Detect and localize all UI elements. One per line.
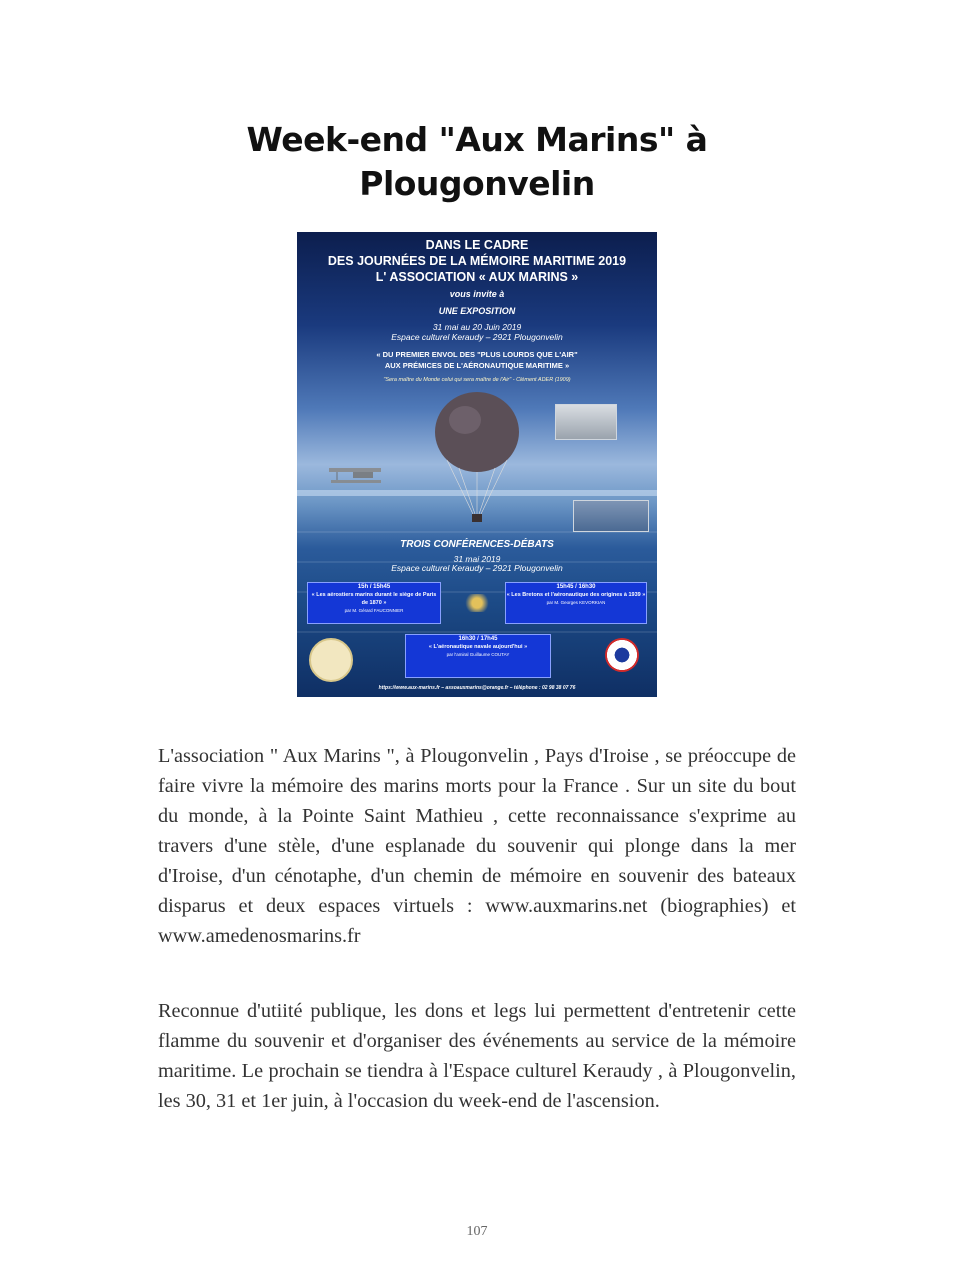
association-logo-icon xyxy=(309,638,353,682)
poster-invite: vous invite à xyxy=(449,289,505,299)
paragraph-1: L'association " Aux Marins ", à Plougonvelin , Pays d'Iroise , se préoccupe de faire vivre la mémoire des marins morts pour la France . Sur un site du bout du monde, à la Pointe Saint Mathieu , cette reconnaissance s'exprime au travers d'une stèle, d'une esplanade du souvenir qui plonge dans la mer d'Iroise, d'un cénotaphe, d'un chemin de mémoire en souvenir des bateaux disparus et deux espaces virtuels : www.auxmarins.net (biographies) et www.amedenosmarins.fr xyxy=(158,745,796,947)
poster-footer: https://www.aux-marins.fr – assoauxmarins@orange.fr – téléphone : 02 98 38 07 76 xyxy=(378,685,576,691)
poster-expo-place: Espace culturel Keraudy – 2921 Plougonvelin xyxy=(391,332,563,342)
talk-1-speaker: par M. Gérard FAUCONNIER xyxy=(344,608,404,613)
page-number: 107 xyxy=(466,1224,488,1239)
talk-1-title: « Les aérostiers marins durant le siège de Paris de 1870 » xyxy=(311,592,437,606)
poster-illustration xyxy=(297,232,657,697)
poster-photo-jet xyxy=(573,500,649,532)
talk-1-time: 15h / 15h45 xyxy=(357,584,391,590)
talk-3-title: « L'aéronautique navale aujourd'hui » xyxy=(428,644,528,650)
poster-expo-dates: 31 mai au 20 Juin 2019 xyxy=(432,322,522,332)
poster-conf-date: 31 mai 2019 xyxy=(453,554,501,564)
title-line-2: Plougonvelin xyxy=(359,164,595,203)
event-poster-image xyxy=(297,232,657,697)
poster-theme-2: AUX PRÉMICES DE L'AÉRONAUTIQUE MARITIME » xyxy=(384,361,570,370)
poster-theme-1: « DU PREMIER ENVOL DES "PLUS LOURDS QUE L'AIR" xyxy=(376,350,578,359)
talk-3-time: 16h30 / 17h45 xyxy=(458,636,498,642)
talk-3-speaker: par l'amiral Guillaume COUTAY xyxy=(446,652,510,657)
talk-box-2 xyxy=(505,582,647,624)
talk-2-speaker: par M. Georges KEVORKIAN xyxy=(546,600,606,605)
talk-2-time: 15h45 / 16h30 xyxy=(556,584,596,590)
poster-header-3: L' ASSOCIATION « AUX MARINS » xyxy=(375,270,579,284)
title-line-1: Week-end "Aux Marins" à xyxy=(246,120,708,159)
poster-conf-place: Espace culturel Keraudy – 2921 Plougonvelin xyxy=(391,563,563,573)
poster-quote: "Sera maître du Monde celui qui sera maître de l'Air" - Clément ADER (1909) xyxy=(383,377,571,383)
poster-header-1: DANS LE CADRE xyxy=(425,238,529,252)
talk-box-3 xyxy=(405,634,551,678)
naval-aviation-emblem-icon xyxy=(463,594,491,612)
roundel-icon xyxy=(605,638,639,672)
poster-photo-seaplane xyxy=(555,404,617,440)
page-title xyxy=(0,118,954,206)
poster-expo: UNE EXPOSITION xyxy=(438,306,516,316)
paragraph-2: Reconnue d'utiité publique, les dons et legs lui permettent d'entretenir cette flamme du souvenir et d'organiser des événements au service de la mémoire maritime. Le prochain se tiendra à l'Espace culturel Keraudy , à Plougonvelin, les 30, 31 et 1er juin, à l'occasion du week-end de l'ascension. xyxy=(158,1000,796,1112)
poster-header-2: DES JOURNÉES DE LA MÉMOIRE MARITIME 2019 xyxy=(327,254,627,268)
talk-2-title: « Les Bretons et l'aéronautique des origines à 1939 » xyxy=(506,592,646,598)
talk-box-1 xyxy=(307,582,441,624)
poster-conf-title: TROIS CONFÉRENCES-DÉBATS xyxy=(400,539,554,550)
